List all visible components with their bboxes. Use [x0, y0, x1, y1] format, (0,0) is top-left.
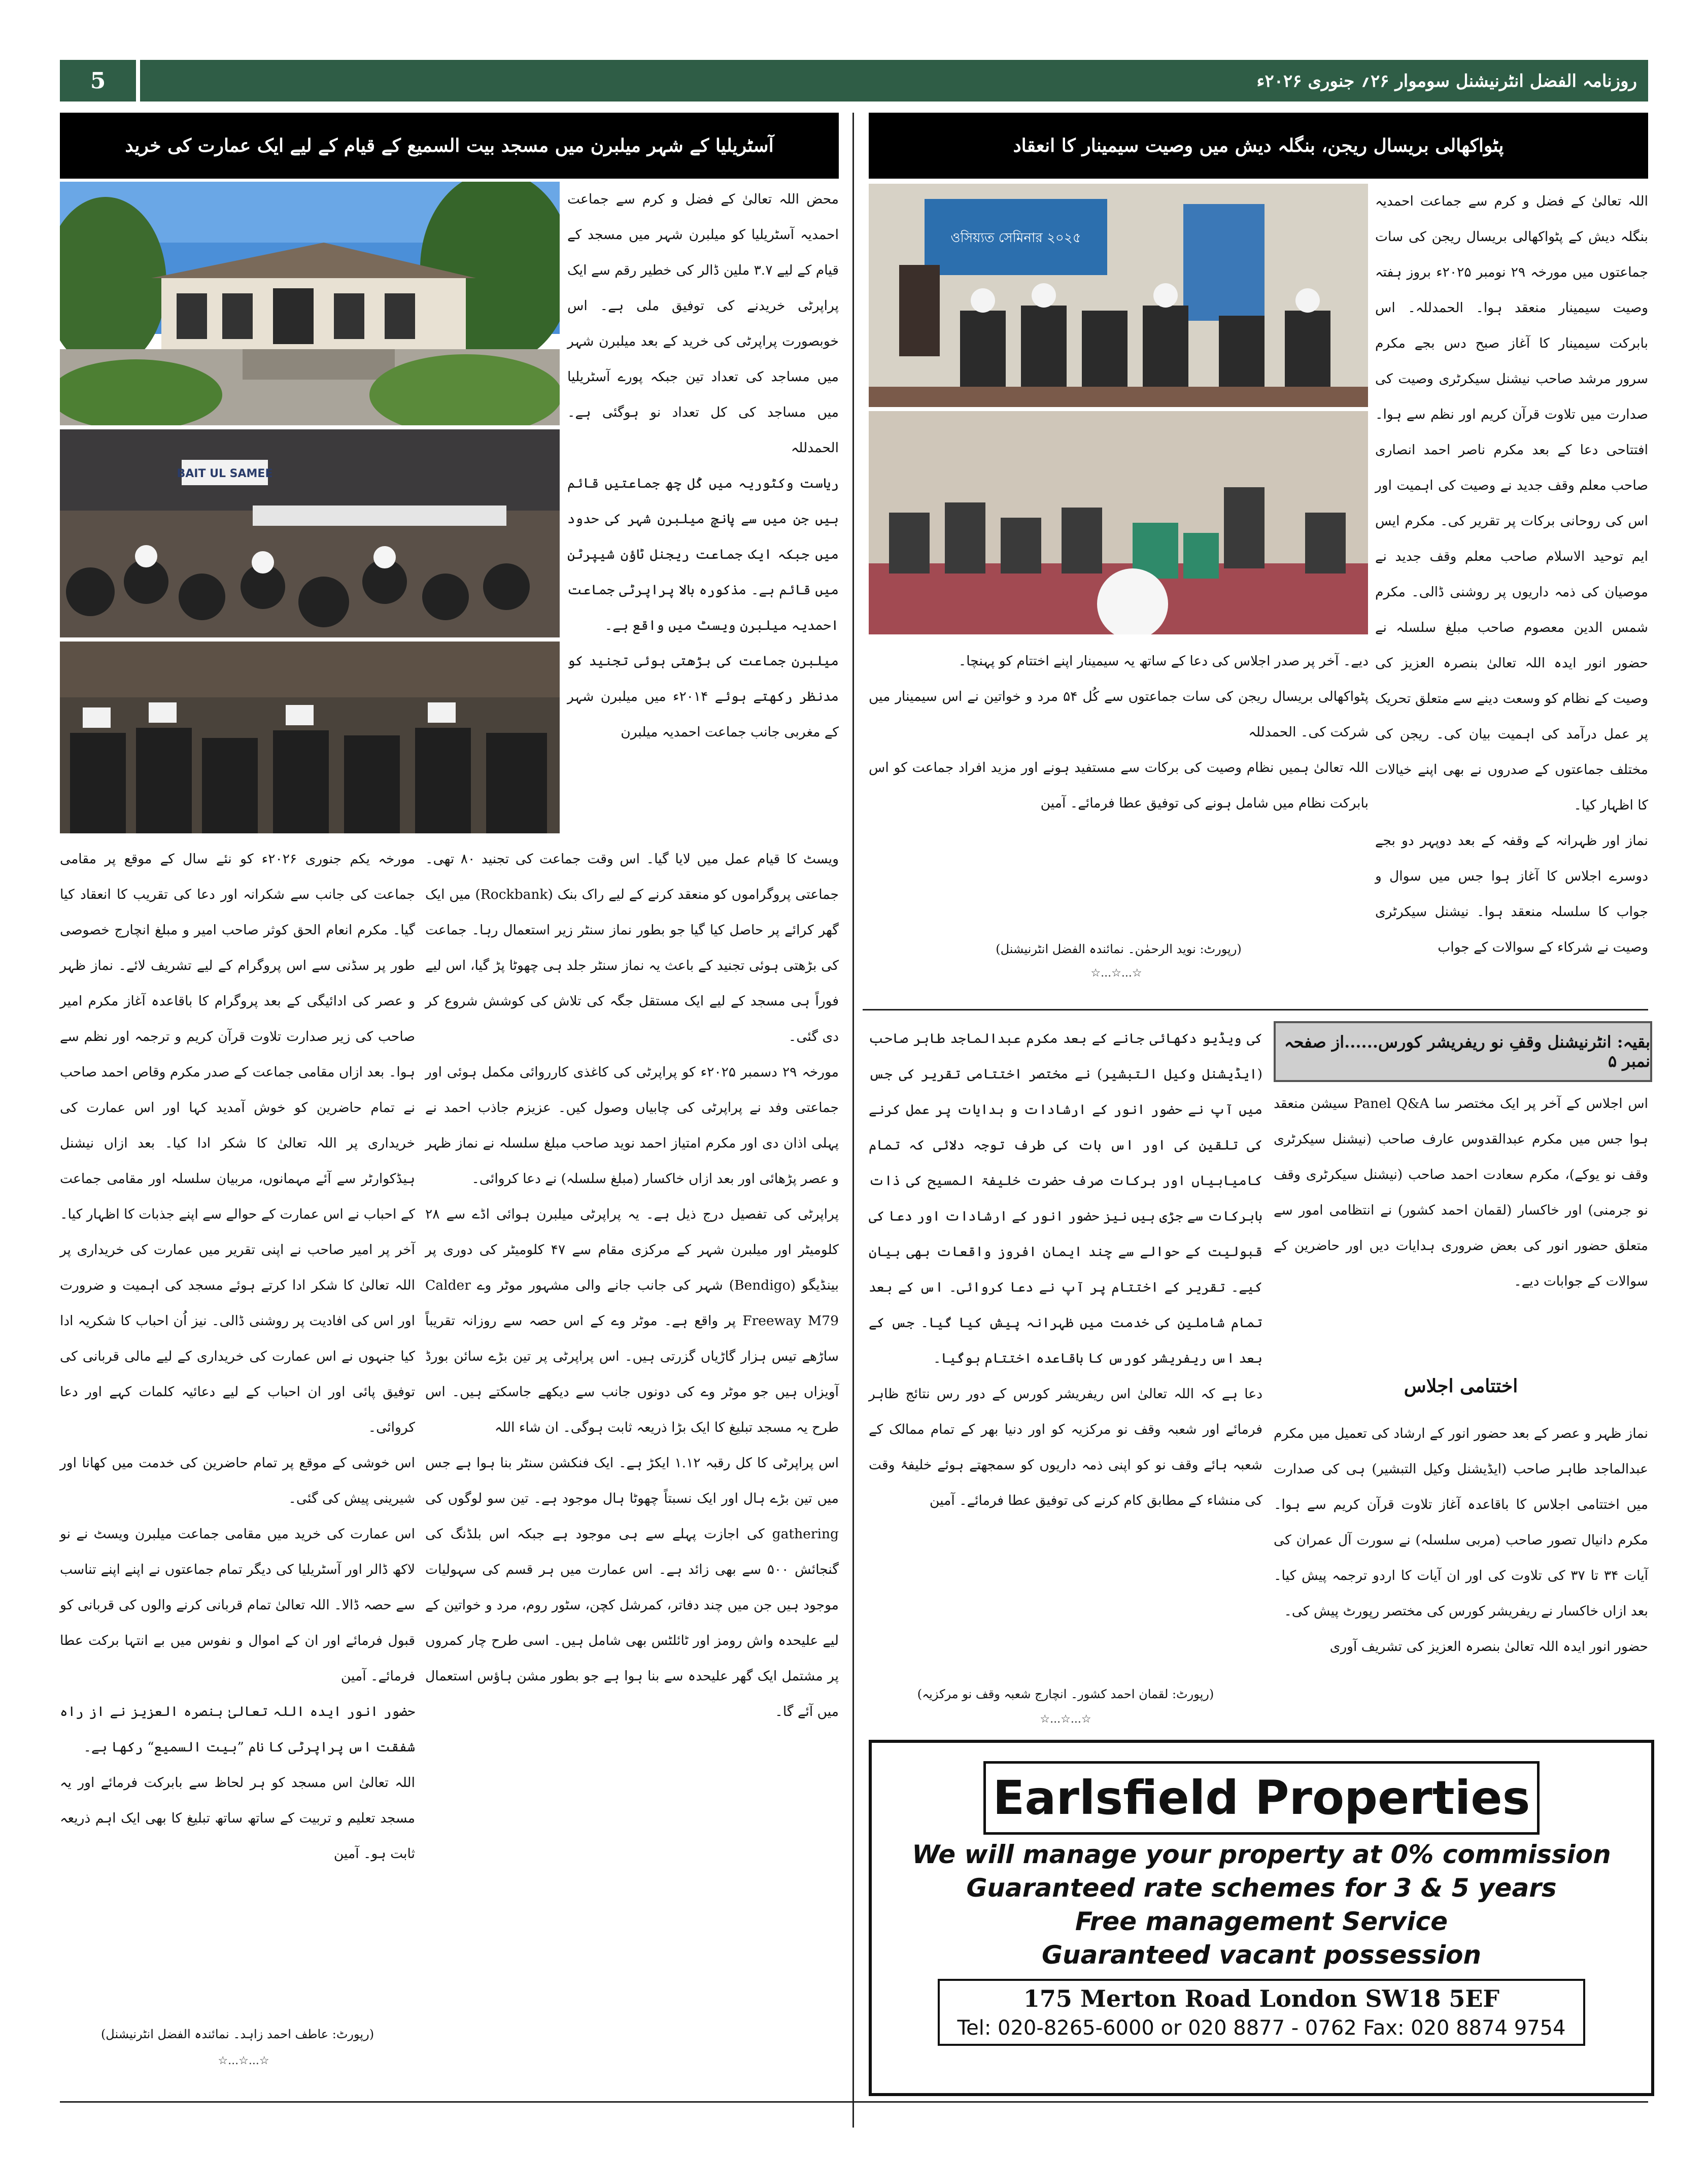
left-article-title: آسٹریلیا کے شہر میلبرن میں مسجد بیت السمیع کے قیام کے لیے ایک عمارت کی خرید: [60, 113, 839, 179]
advert-line-possession: Guaranteed vacant possession: [1041, 1940, 1482, 1970]
building-photo: [60, 182, 560, 425]
advert-company-name: Earlsfield Properties: [983, 1761, 1540, 1835]
bottom-rule: [60, 2101, 1648, 2103]
seminar-banner: ওসিয়্যত সেমিনার ২০২৫: [950, 230, 1081, 246]
continuation-col-a2: نماز ظہر و عصر کے بعد حضور انور کے ارشاد کی تعمیل میں مکرم عبدالماجد طاہر صاحب (ایڈیشنل وکیل التبشیر) ہی کی صدارت میں اختتامی اجلاس کا باقاعدہ آغاز تلاوت قرآن کریم سے ہوا۔ مکرم دانیال تصور صاحب (مربی سلسلہ) نے سورت آل عمران کی آیات ۳۴ تا ۳۷ کی تلاوت کی اور ان آیات کا اردو ترجمہ پیش کیا۔ بعد ازاں خاکسار نے ریفریشر کورس کی مختصر رپورٹ پیش کی۔ حضور انور ایدہ اللہ تعالیٰ بنصرہ العزیز کی تشریف آوری: [1274, 1426, 1649, 1655]
advert-address: 175 Merton Road London SW18 5EF: [1023, 1985, 1500, 2012]
continuation-reporter: (رپورٹ: لقمان احمد کشور۔ انچارج شعبہ وقف نو مرکزیہ): [917, 1687, 1214, 1701]
left-article-stars: ☆...☆...☆: [218, 2054, 269, 2067]
right-article-title: پٹواکھالی بریسال ریجن، بنگلہ دیش میں وصیت سیمینار کا انعقاد: [869, 113, 1648, 179]
left-article-col-b: ویسٹ کا قیام عمل میں لایا گیا۔ اس وقت جماعت کی تجنید ۸۰ تھی۔ جماعتی پروگراموں کو منعقد کرنے کے لیے راک بنک (Rockbank) میں ایک گھر کرائے پر حاصل کیا گیا جو بطور نماز سنٹر زیر استعمال رہا۔ جماعت کی بڑھتی ہوئی تجنید کے باعث یہ نماز سنٹر جلد ہی چھوٹا پڑ گیا، اس لیے فوراً ہی مسجد کے لیے ایک مستقل جگہ کی تلاش کی کوشش شروع کر دی گئی۔ مورخہ ۲۹ دسمبر ۲۰۲۵ء کو پراپرٹی کی کاغذی کارروائی مکمل ہوئی اور جماعتی وفد نے پراپرٹی کی چابیاں وصول کیں۔ عزیزم جاذب احمد نے پہلی اذان دی اور مکرم امتیاز احمد نوید صاحب مبلغ سلسلہ نے نماز ظہر و عصر پڑھائی اور بعد ازاں خاکسار (مبلغ سلسلہ) نے دعا کروائی۔ پراپرٹی کی تفصیل درج ذیل ہے۔ یہ پراپرٹی میلبرن ہوائی اڈے سے ۲۸ کلومیٹر اور میلبرن شہر کے مرکزی مقام سے ۴۷ کلومیٹر کی دوری پر بینڈیگو (Bendigo) شہر کی جانب جانے والی مشہور موٹر وے Calder Freeway M79 پر واقع ہے۔ موٹر وے کے اس حصہ سے روزانہ تقریباً ساڑھے تیس ہزار گاڑیاں گزرتی ہیں۔ اس پراپرٹی پر تین بڑے سائن بورڈ آویزاں ہیں جو موٹر وے کی دونوں جانب سے دیکھے جاسکتے ہیں۔ اس طرح یہ مسجد تبلیغ کا ایک بڑا ذریعہ ثابت ہوگی۔ ان شاء اللہ اس پراپرٹی کا کل رقبہ ۱.۱۲ ایکڑ ہے۔ ایک فنکشن سنٹر بنا ہوا ہے جس میں تین بڑے ہال اور ایک نسبتاً چھوٹا ہال موجود ہے۔ تین سو لوگوں کی gathering کی اجازت پہلے سے ہی موجود ہے جبکہ اس بلڈنگ کی گنجائش ۵۰۰ سے بھی زائد ہے۔ اس عمارت میں ہر قسم کی سہولیات موجود ہیں جن میں چند دفاتر، کمرشل کچن، سٹور روم، مرد و خواتین کے لیے علیحدہ واش رومز اور ٹائلٹس بھی شامل ہیں۔ اسی طرح چار کمروں پر مشتمل ایک گھر علیحدہ سے بنا ہوا ہے جو بطور مشن ہاؤس استعمال میں آئے گا۔: [425, 851, 839, 1719]
right-article-stars: ☆...☆...☆: [1090, 967, 1142, 980]
page-number: 5: [60, 60, 140, 102]
advert-line-rates: Guaranteed rate schemes for 3 & 5 years: [966, 1873, 1557, 1903]
advert-telephone: Tel: 020-8265-6000 or 020 8877 - 0762 Fax: 020 8874 9754: [957, 2016, 1566, 2040]
advert-line-commission: We will manage your property at 0% commission: [912, 1840, 1611, 1869]
left-article-reporter: (رپورٹ: عاطف احمد زاہد۔ نمائندہ الفضل انٹرنیشنل): [100, 2027, 374, 2041]
section-divider: [863, 1009, 1648, 1010]
column-divider: [852, 113, 854, 2128]
closing-session-heading: اختتامی اجلاس: [1404, 1375, 1518, 1397]
continuation-col-a: اس اجلاس کے آخر پر ایک مختصر سا Panel Q&A سیشن منعقد ہوا جس میں مکرم عبدالقدوس عارف صاحب (نیشنل سیکرٹری وقف نو یوکے)، مکرم سعادت احمد صاحب (نیشنل سیکرٹری وقف نو جرمنی) اور خاکسار (لقمان احمد کشور) نے انتظامی امور سے متعلق حضور انور کی بعض ضروری ہدایات دیں اور حاضرین کے سوالات کے جوابات دیے۔: [1274, 1096, 1648, 1289]
right-article-col-a: اللہ تعالیٰ کے فضل و کرم سے جماعت احمدیہ بنگلہ دیش کے پٹواکھالی بریسال ریجن کی سات جماعتوں میں مورخہ ۲۹ نومبر ۲۰۲۵ء بروز ہفتہ وصیت سیمینار منعقد ہوا۔ الحمدللہ۔ اس بابرکت سیمینار کا آغاز صبح دس بجے مکرم سرور مرشد صاحب نیشنل سیکرٹری وصیت کی صدارت میں تلاوت قرآن کریم اور نظم سے ہوا۔ افتتاحی دعا کے بعد مکرم ناصر احمد انصاری صاحب معلم وقف جدید نے وصیت کی اہمیت اور اس کی روحانی برکات پر تقریر کی۔ مکرم ایس ایم توحید الاسلام صاحب معلم وقف جدید نے موصیان کی ذمہ داریوں پر روشنی ڈالی۔ مکرم شمس الدین معصوم صاحب مبلغ سلسلہ نے حضور انور ایدہ اللہ تعالیٰ بنصرہ العزیز کی وصیت کے نظام کو وسعت دینے سے متعلق تحریک پر عمل درآمد کی اہمیت بیان کی۔ ریجن کی مختلف جماعتوں کے صدروں نے بھی اپنے خیالات کا اظہار کیا۔ نماز اور ظہرانہ کے وقفہ کے بعد دوپہر دو بجے دوسرے اجلاس کا آغاز ہوا جس میں سوال و جواب کا سلسلہ منعقد ہوا۔ نیشنل سیکرٹری وصیت نے شرکاء کے سوالات کے جواب: [1375, 193, 1648, 955]
newspaper-title: روزنامہ الفضل انٹرنیشنل سوموار ۲۶؍ جنوری ۲۰۲۶ء: [1256, 71, 1637, 91]
left-article-col-a: محض اللہ تعالیٰ کے فضل و کرم سے جماعت احمدیہ آسٹریلیا کو میلبرن شہر میں مسجد کے قیام کے لیے ۳.۷ ملین ڈالر کی خطیر رقم سے ایک پراپرٹی خریدنے کی توفیق ملی ہے۔ اس خوبصورت پراپرٹی کی خرید کے بعد میلبرن شہر میں مساجد کی تعداد تین جبکہ پورے آسٹریلیا میں مساجد کی کل تعداد نو ہوگئی ہے۔ الحمدللہ ریاست وکٹوریہ میں کُل چھ جماعتیں قائم ہیں جن میں سے پانچ میلبرن شہر کی حدود میں جبکہ ایک جماعت ریجنل ٹاؤن شیپرٹن میں قائم ہے۔ مذکورہ بالا پراپرٹی جماعت احمدیہ میلبرن ویسٹ میں واقع ہے۔ میلبرن جماعت کی بڑھتی ہوئی تجنید کو مدنظر رکھتے ہوئے ۲۰۱۴ء میں میلبرن شہر کے مغربی جانب جماعت احمدیہ میلبرن: [567, 191, 839, 740]
right-article-col-b: دیے۔ آخر پر صدر اجلاس کی دعا کے ساتھ یہ سیمینار اپنے اختتام کو پہنچا۔ پٹواکھالی بریسال ریجن کی سات جماعتوں سے کُل ۵۴ مرد و خواتین نے اس سیمینار میں شرکت کی۔ الحمدللہ اللہ تعالیٰ ہمیں نظام وصیت کی برکات سے مستفید ہونے اور مزید افراد جماعت کو اس بابرکت نظام میں شامل ہونے کی توفیق عطا فرمائے۔ آمین: [869, 653, 1369, 811]
continuation-stars: ☆...☆...☆: [1040, 1713, 1091, 1726]
audience-photo: [60, 642, 560, 833]
meeting-photo: [60, 429, 560, 637]
advert-contact-box: [938, 1979, 1585, 2046]
left-article-col-c: مورخہ یکم جنوری ۲۰۲۶ء کو نئے سال کے موقع پر مقامی جماعت کی جانب سے شکرانہ اور دعا کی تقریب کا انعقاد کیا گیا۔ مکرم انعام الحق کوثر صاحب امیر و مبلغ انچارج خصوصی طور پر سڈنی سے اس پروگرام کے لیے تشریف لائے۔ نماز ظہر و عصر کی ادائیگی کے بعد پروگرام کا باقاعدہ آغاز مکرم امیر صاحب کی زیر صدارت تلاوت قرآن کریم و ترجمہ اور نظم سے ہوا۔ بعد ازاں مقامی جماعت کے صدر مکرم وقاص احمد صاحب نے تمام حاضرین کو خوش آمدید کہا اور اس عمارت کی خریداری پر اللہ تعالیٰ کا شکر ادا کیا۔ بعد ازاں نیشنل ہیڈکوارٹر سے آئے مہمانوں، مربیان سلسلہ اور مقامی جماعت کے احباب نے اس عمارت کے حوالے سے اپنے جذبات کا اظہار کیا۔ آخر پر امیر صاحب نے اپنی تقریر میں عمارت کی خریداری پر اللہ تعالیٰ کا شکر ادا کرتے ہوئے مسجد کی اہمیت و ضرورت اور اس کی افادیت پر روشنی ڈالی۔ نیز اُن احباب کا شکریہ ادا کیا جنہوں نے اس عمارت کی خریداری کے لیے مالی قربانی کی توفیق پائی اور ان احباب کے لیے دعائیہ کلمات کہے اور دعا کروائی۔ اس خوشی کے موقع پر تمام حاضرین کی خدمت میں کھانا اور شیرینی پیش کی گئی۔ اس عمارت کی خرید میں مقامی جماعت میلبرن ویسٹ نے نو لاکھ ڈالر اور آسٹریلیا کی دیگر تمام جماعتوں نے اپنے اپنے تناسب سے حصہ ڈالا۔ اللہ تعالیٰ تمام قربانی کرنے والوں کی قربانی کو قبول فرمائے اور ان کے اموال و نفوس میں بے انتہا برکت عطا فرمائے۔ آمین حضور انور ایدہ اللہ تعالیٰ بنصرہ العزیز نے از راہ شفقت اس پراپرٹی کا نام ”بیت السمیع“ رکھا ہے۔ اللہ تعالیٰ اس مسجد کو ہر لحاظ سے بابرکت فرمائے اور یہ مسجد تعلیم و تربیت کے ساتھ ساتھ تبلیغ کا بھی ایک اہم ذریعہ ثابت ہو۔ آمین: [60, 851, 415, 1862]
right-article-reporter: (رپورٹ: نوید الرحمٰن۔ نمائندہ الفضل انٹرنیشنل): [996, 942, 1242, 956]
seminar-photo: [869, 184, 1368, 407]
continuation-box-title: بقیہ: انٹرنیشنل وقفِ نو ریفریشر کورس......از صفحہ نمبر ۵: [1274, 1021, 1652, 1082]
bait-ul-samee-sign: BAIT UL SAMEE: [177, 467, 273, 480]
advert-line-management: Free management Service: [1075, 1907, 1448, 1936]
gathering-photo: [869, 411, 1368, 634]
earlsfield-advert: [869, 1740, 1654, 2096]
continuation-col-b: کی ویڈیو دکھائی جانے کے بعد مکرم عبدالماجد طاہر صاحب (ایڈیشنل وکیل التبشیر) نے مختصر اختتامی تقریر کی جس میں آپ نے حضور انور کے ارشادات و ہدایات پر عمل کرنے کی تلقین کی اور اس بات کی طرف توجہ دلائی کہ تمام کامیابیاں اور برکات صرف حضرت خلیفۃ المسیح کی ذات بابرکات سے جڑی ہیں نیز حضور انور کے ارشادات اور دعا کی قبولیت کے حوالے سے چند ایمان افروز واقعات بھی بیان کیے۔ تقریر کے اختتام پر آپ نے دعا کروائی۔ اس کے بعد تمام شاملین کی خدمت میں ظہرانہ پیش کیا گیا۔ جس کے بعد اس ریفریشر کورس کا باقاعدہ اختتام ہوگیا۔ دعا ہے کہ اللہ تعالیٰ اس ریفریشر کورس کے دور رس نتائج ظاہر فرمائے اور شعبہ وقف نو مرکزیہ کو اور دنیا بھر کے تمام ممالک کے شعبہ ہائے وقف نو کو اپنی ذمہ داریوں کو سمجھتے ہوئے خلیفۂ وقت کی منشاء کے مطابق کام کرنے کی توفیق عطا فرمائے۔ آمین: [869, 1031, 1262, 1508]
